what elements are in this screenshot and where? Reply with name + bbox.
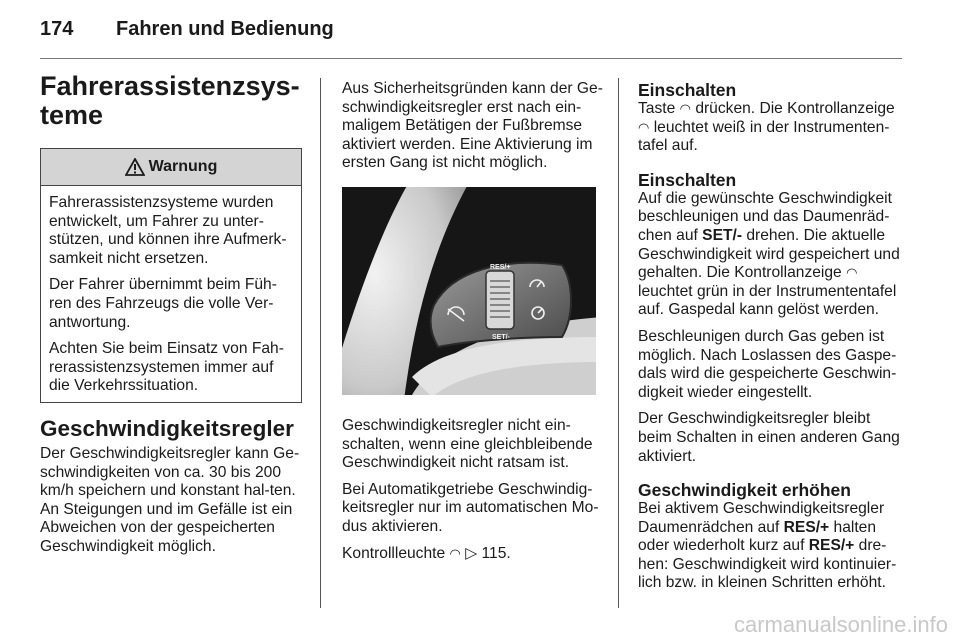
- cruise-control-icon: ◠: [679, 101, 691, 116]
- section-einschalten-2: [638, 170, 900, 466]
- warning-text-1: Fahrerassistenzsysteme wurden entwickelt, um Fahrer zu unter-stützen, und können ihre Aufmerk-samkeit nicht ersetzen.: [49, 194, 287, 267]
- warning-text-3: Achten Sie beim Einsatz von Fah-rerassistenzsystemen immer auf die Verkehrssituation.: [49, 340, 284, 395]
- warning-text-2: Der Fahrer übernimmt beim Füh-ren des Fahrzeugs die volle Ver-antwortung.: [49, 276, 277, 331]
- heading-geschwindigkeit-erhoehen: Geschwindigkeit erhöhen: [638, 480, 851, 501]
- column-1: [40, 72, 302, 557]
- paragraph-gangwechsel: Der Geschwindigkeitsregler bleibt beim Schalten in einen anderen Gang aktiviert.: [638, 410, 900, 465]
- paragraph-3: Kontrollleuchte ◠ ▷ 115.: [342, 544, 511, 562]
- set-label: SET/-: [492, 333, 510, 341]
- subsection-title: Geschwindigkeitsregler: [40, 415, 294, 441]
- header-rule: [40, 58, 902, 59]
- section-geschwindigkeit-erhoehen: [638, 480, 900, 593]
- page-header: [40, 18, 902, 48]
- chapter-title: Fahren und Bedienung: [116, 18, 334, 40]
- cruise-control-icon: ◠: [449, 545, 461, 561]
- text-geschwindigkeit-erhoehen: Bei aktivem Geschwindigkeitsregler Daumenrädchen auf RES/+ halten oder wiederholt kurz auf RES/+ dre-hen: Geschwindigkeit wird kontinuier-lich bzw. in kleinen Schritten erhöht.: [638, 500, 897, 592]
- column-divider-1: [320, 78, 321, 608]
- key-res-1: RES/+: [783, 518, 830, 536]
- res-label: RES/+: [490, 263, 511, 271]
- warning-box: [40, 148, 302, 403]
- body-paragraph: Der Geschwindigkeitsregler kann Ge-schwindigkeiten von ca. 30 bis 200 km/h speichern und konstant hal-ten. An Steigungen und im Gefälle ist ein Abweichen von der gespeicherten Geschwindigkeit möglich.: [40, 444, 300, 555]
- cruise-control-icon: ◠: [846, 265, 858, 281]
- steering-wheel-photo: [342, 187, 596, 395]
- paragraph-beschleunigen: Beschleunigen durch Gas geben ist möglich. Nach Loslassen des Gaspe-dals wird die gespeicherte Geschwin-digkeit wieder eingestellt.: [638, 327, 897, 401]
- key-set: SET/-: [702, 226, 743, 244]
- heading-einschalten-1: Einschalten: [638, 80, 737, 100]
- text-einschalten-1: Taste ◠ drücken. Die Kontrollanzeige ◠ leuchtet weiß in der Instrumenten-tafel auf.: [638, 100, 895, 155]
- warning-triangle-icon: [125, 158, 145, 176]
- heading-einschalten-2: Einschalten: [638, 169, 737, 190]
- reference-arrow-icon: ▷: [465, 544, 478, 562]
- watermark: carmanualsonline.info: [733, 612, 948, 637]
- column-divider-2: [618, 78, 619, 608]
- section-title: Fahrerassistenzsys- teme: [40, 71, 300, 130]
- paragraph-2: Bei Automatikgetriebe Geschwindig-keitsregler nur im automatischen Mo-dus aktivieren.: [342, 480, 599, 535]
- text-einschalten-2: Auf die gewünschte Geschwindigkeit beschleunigen und das Daumenräd-chen auf SET/- drehen. Die aktuelle Geschwindigkeit wird gespeichert und gehalten. Die Kontrollanzeige ◠ leuchtet grün in der Instrumententafel auf. Gaspedal kann gelöst werden.: [638, 189, 900, 319]
- intro-paragraph: Aus Sicherheitsgründen kann der Ge-schwindigkeitsregler erst nach ein-maligem Betätigen der Fußbremse aktiviert werden. Eine Aktivierung im ersten Gang ist nicht möglich.: [342, 80, 603, 172]
- paragraph-1: Geschwindigkeitsregler nicht ein-schalten, wenn eine gleichbleibende Geschwindigkeit nicht ratsam ist.: [342, 416, 593, 472]
- section-einschalten-1: [638, 80, 900, 156]
- column-3: [638, 80, 900, 607]
- warning-label: Warnung: [148, 157, 218, 175]
- page-reference[interactable]: 115.: [481, 544, 511, 562]
- key-res-2: RES/+: [808, 537, 855, 555]
- warning-header: [41, 149, 301, 186]
- page-number: 174: [40, 18, 74, 40]
- column-2: [342, 80, 604, 563]
- cruise-control-icon: ◠: [638, 119, 650, 135]
